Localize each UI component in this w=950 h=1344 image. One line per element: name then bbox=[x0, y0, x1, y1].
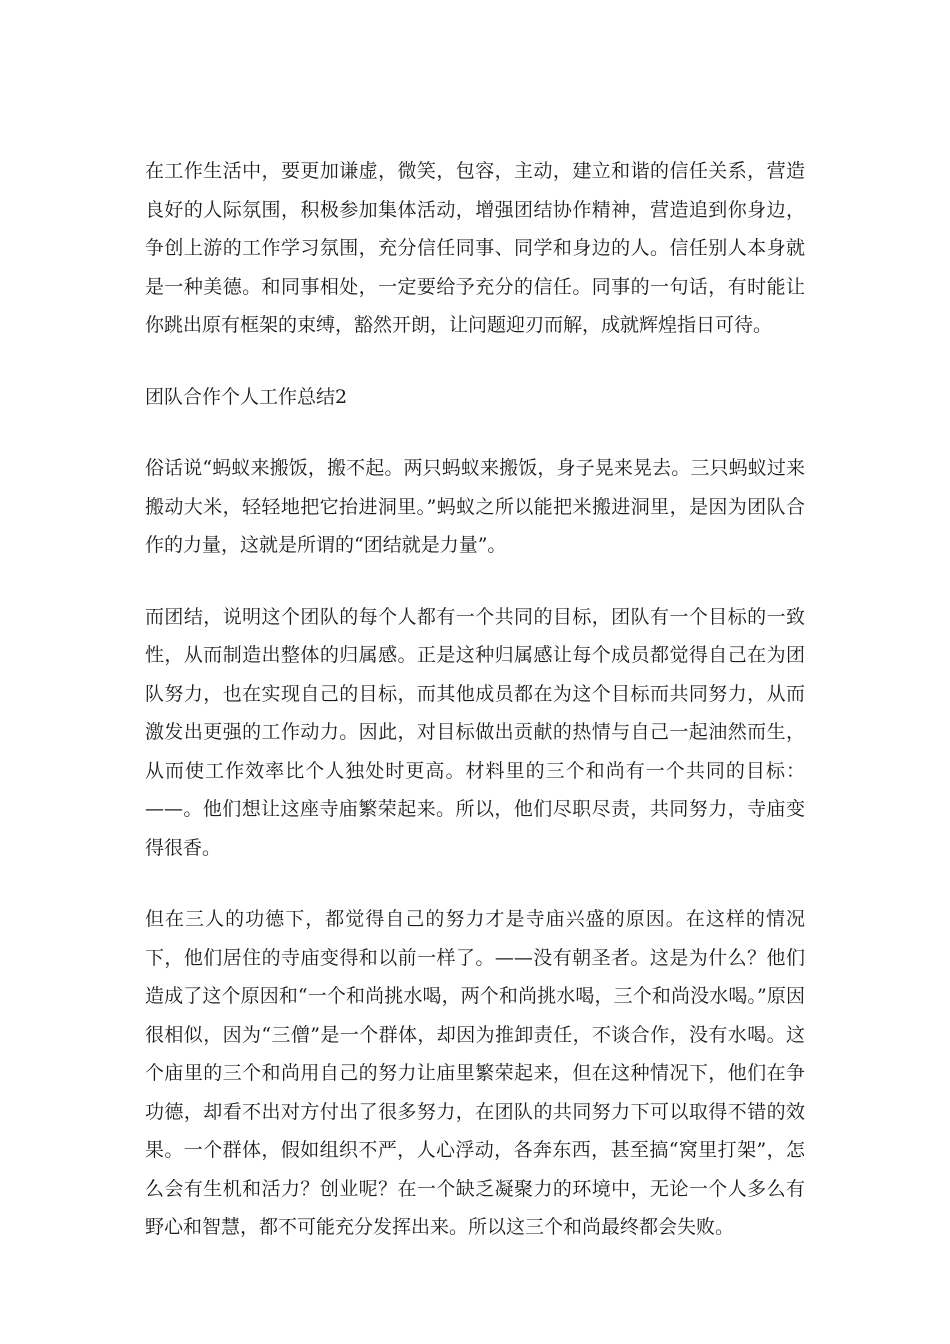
paragraph-three-monks: 但在三人的功德下，都觉得自己的努力才是寺庙兴盛的原因。在这样的情况下，他们居住的寺庙变得和以前一样了。——没有朝圣者。这是为什么？他们造成了这个原因和“一个和尚挑水喝，两个和尚挑水喝，三个和尚没水喝。”原因很相似，因为“三僧”是一个群体，却因为推卸责任，不谈合作，没有水喝。这个庙里的三个和尚用自己的努力让庙里繁荣起来，但在这种情况下，他们在争功德，却看不出对方付出了很多努力，在团队的共同努力下可以取得不错的效果。一个群体，假如组织不严，人心浮动，各奔东西，甚至搞“窝里打架”，怎么会有生机和活力？创业呢？在一个缺乏凝聚力的环境中，无论一个人多么有野心和智慧，都不可能充分发挥出来。所以这三个和尚最终都会失败。 bbox=[145, 908, 805, 1238]
document-body bbox=[145, 152, 805, 1247]
paragraph-trust: 在工作生活中，要更加谦虚，微笑，包容，主动，建立和谐的信任关系，营造良好的人际氛围，积极参加集体活动，增强团结协作精神，营造追到你身边，争创上游的工作学习氛围，充分信任同事、同学和身边的人。信任别人本身就是一种美德。和同事相处，一定要给予充分的信任。同事的一句话，有时能让你跳出原有框架的束缚，豁然开朗，让问题迎刃而解，成就辉煌指日可待。 bbox=[145, 160, 805, 336]
paragraph-ants-proverb: 俗话说“蚂蚁来搬饭，搬不起。两只蚂蚁来搬饭，身子晃来晃去。三只蚂蚁过来搬动大米，轻轻地把它抬进洞里。”蚂蚁之所以能把米搬进洞里，是因为团队合作的力量，这就是所谓的“团结就是力量”。 bbox=[145, 457, 805, 556]
section-heading: 团队合作个人工作总结2 bbox=[145, 385, 348, 408]
paragraph-unity-goal: 而团结，说明这个团队的每个人都有一个共同的目标，团队有一个目标的一致性，从而制造出整体的归属感。正是这种归属感让每个成员都觉得自己在为团队努力，也在实现自己的目标，而其他成员都在为这个目标而共同努力，从而激发出更强的工作动力。因此，对目标做出贡献的热情与自己一起油然而生，从而使工作效率比个人独处时更高。材料里的三个和尚有一个共同的目标：——。他们想让这座寺庙繁荣起来。所以，他们尽职尽责，共同努力，寺庙变得很香。 bbox=[145, 605, 805, 859]
